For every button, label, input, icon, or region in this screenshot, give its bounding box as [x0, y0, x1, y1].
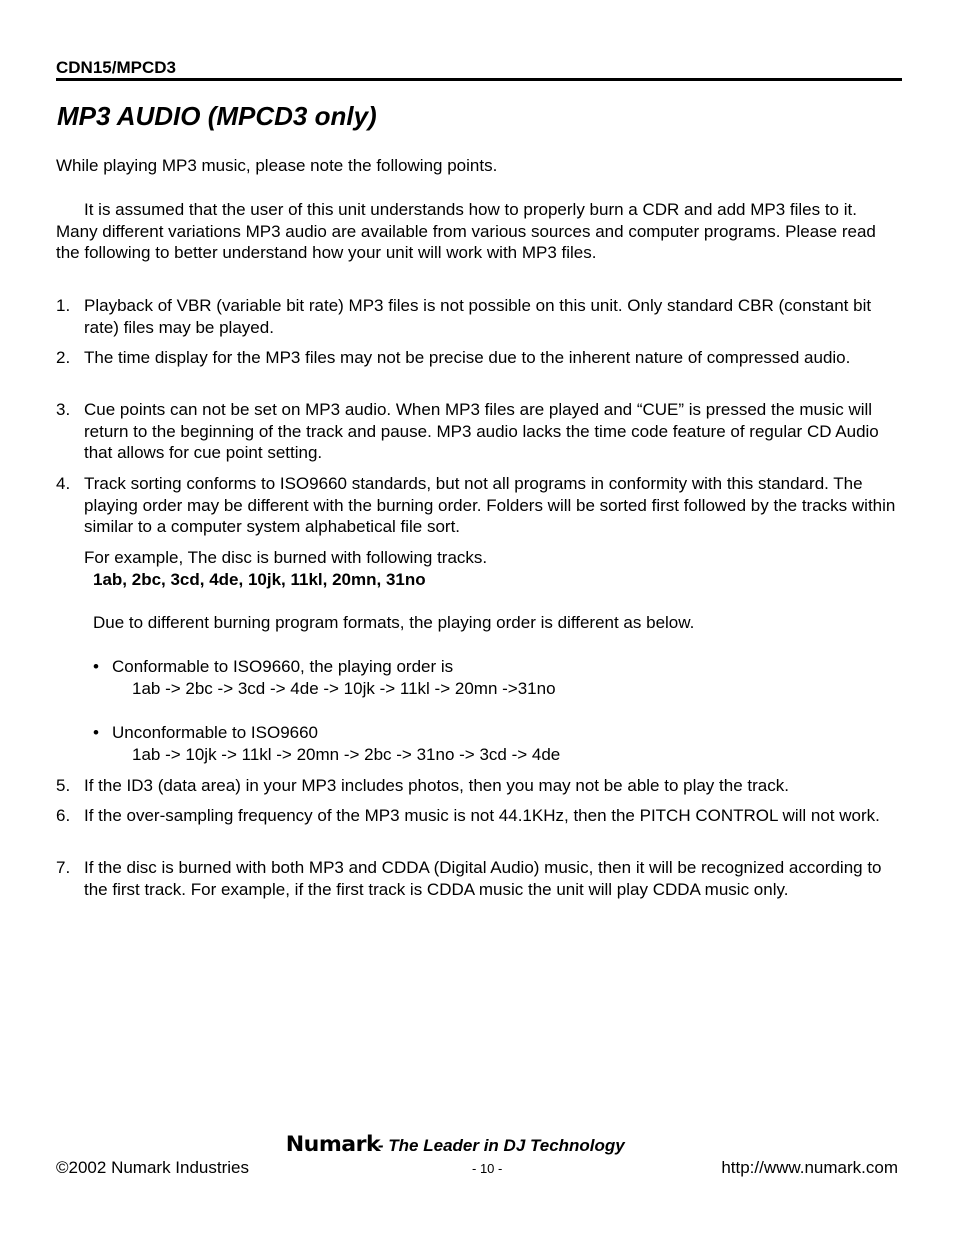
list-item-number: 7.: [56, 858, 71, 877]
list-item-number: 1.: [56, 296, 71, 315]
list-item-number: 6.: [56, 806, 71, 825]
footer-url: http://www.numark.com: [721, 1158, 898, 1177]
list-item-2: [56, 347, 902, 369]
example-note: Due to different burning program formats, the playing order is different as below.: [93, 613, 695, 632]
list-item-number: 2.: [56, 348, 71, 367]
list-item-number: 4.: [56, 474, 71, 493]
list-item-number: 3.: [56, 400, 71, 419]
header-model: CDN15/MPCD3: [56, 58, 176, 77]
bullet-conformable: [93, 656, 556, 699]
list-item-5: [56, 775, 902, 797]
footer-tagline: - The Leader in DJ Technology: [377, 1136, 625, 1155]
page-title: MP3 AUDIO (MPCD3 only): [57, 101, 377, 131]
list-item-number: 5.: [56, 776, 71, 795]
header-divider: [56, 78, 902, 81]
bullet-marker: •: [93, 723, 99, 742]
footer-copyright: ©2002 Numark Industries: [56, 1158, 250, 1177]
footer-brand: [285, 1132, 625, 1156]
list-item-text: If the over-sampling frequency of the MP3 music is not 44.1KHz, then the PITCH CONTROL will not work.: [84, 806, 880, 825]
bullet-sequence: 1ab -> 2bc -> 3cd -> 4de -> 10jk -> 11kl -> 20mn ->31no: [132, 678, 556, 698]
list-item-text: The time display for the MP3 files may not be precise due to the inherent nature of compressed audio.: [84, 348, 851, 367]
example-intro: For example, The disc is burned with following tracks.: [84, 548, 488, 567]
bullet-marker: •: [93, 657, 99, 676]
list-item-1: [56, 295, 902, 338]
list-item-text: If the disc is burned with both MP3 and CDDA (Digital Audio) music, then it will be recognized according to the first track. For example, if the first track is CDDA music the unit will play CDDA music only.: [84, 858, 882, 899]
intro-text: While playing MP3 music, please note the following points.: [56, 156, 498, 175]
list-item-3: [56, 399, 902, 464]
list-item-text: If the ID3 (data area) in your MP3 includes photos, then you may not be able to play the track.: [84, 776, 789, 795]
footer-page-number: - 10 -: [472, 1161, 503, 1176]
bullet-unconformable: [93, 722, 560, 765]
bullet-sequence: 1ab -> 10jk -> 11kl -> 20mn -> 2bc -> 31no -> 3cd -> 4de: [132, 744, 561, 764]
example-tracks: 1ab, 2bc, 3cd, 4de, 10jk, 11kl, 20mn, 31no: [93, 570, 426, 589]
intro-paragraph: It is assumed that the user of this unit understands how to properly burn a CDR and add MP3 files to it. Many different variations MP3 audio are available from various sources and computer programs. Please read the following to better understand how your unit will work with MP3 files.: [56, 200, 876, 263]
list-item-6: [56, 805, 902, 827]
list-item-text: Playback of VBR (variable bit rate) MP3 files is not possible on this unit. Only standard CBR (constant bit rate) files may be played.: [84, 296, 872, 337]
list-item-4: [56, 473, 902, 538]
list-item-text: Cue points can not be set on MP3 audio. When MP3 files are played and “CUE” is pressed the music will return to the beginning of the track and pause. MP3 audio lacks the time code feature of regular CD Audio that allows for cue point setting.: [84, 400, 879, 463]
bullet-label: Unconformable to ISO9660: [112, 723, 319, 742]
numark-logo: Numark: [285, 1132, 381, 1156]
list-item-7: [56, 857, 902, 900]
bullet-label: Conformable to ISO9660, the playing order is: [112, 657, 454, 676]
list-item-text: Track sorting conforms to ISO9660 standards, but not all programs in conformity with this standard. The playing order may be different with the burning order. Folders will be sorted first followed by the tracks within similar to a computer system alphabetical file sort.: [84, 474, 896, 537]
